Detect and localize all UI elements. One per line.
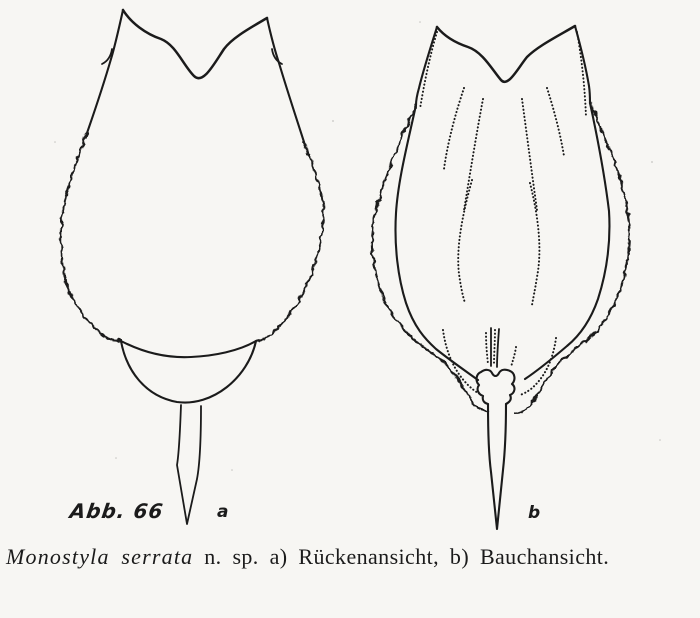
panel-b-left-dotted-margin bbox=[420, 32, 437, 109]
panel-b-dotted-fold-lower-right bbox=[530, 183, 539, 305]
panel-b-right-serrated-outer-edge bbox=[515, 103, 629, 413]
panel-a-left-serrated-flank bbox=[61, 133, 121, 341]
panel-b-right-dotted-margin bbox=[577, 32, 586, 117]
panel-b-foot-dotted-line-1 bbox=[486, 333, 488, 364]
panel-a-right-serrated-flank bbox=[256, 142, 323, 341]
panel-a-right-upper-margin bbox=[267, 18, 304, 142]
panel-b-dotted-fold-upper-left-inner bbox=[464, 99, 483, 210]
panel-a-toe-spine bbox=[177, 405, 201, 524]
panel-b-anterior-margin bbox=[437, 26, 575, 82]
panel-a-drawing bbox=[61, 10, 324, 524]
panel-b-foot-dotted-line-3 bbox=[511, 347, 516, 367]
panel-b-left-serrated-outer-edge bbox=[372, 105, 487, 412]
panel-a-left-upper-margin bbox=[87, 10, 123, 133]
panel-b-dotted-fold-upper-right-inner bbox=[522, 99, 537, 210]
panel-a-anterior-margin bbox=[123, 10, 267, 78]
panel-b-dotted-fold-upper-left-outer bbox=[444, 88, 464, 169]
panel-a-posterior-body-arc bbox=[121, 341, 256, 357]
panel-b-left-upper-margin bbox=[416, 27, 437, 105]
panel-b-foot-knob bbox=[477, 370, 515, 404]
panel-b-left-ventral-plate-edge bbox=[395, 105, 478, 380]
scan-noise-specks bbox=[54, 21, 661, 471]
figure-caption bbox=[6, 544, 698, 570]
panel-b-toe-spine bbox=[488, 404, 506, 529]
panel-b-letter-label: b bbox=[528, 503, 541, 523]
species-name: Monostyla serrata bbox=[6, 544, 194, 569]
figure-number-label: Abb. 66 bbox=[68, 499, 166, 523]
panel-b-right-ventral-plate-edge bbox=[525, 103, 609, 379]
caption-text: n. sp. a) Rückenansicht, b) Bauchansicht. bbox=[204, 544, 610, 569]
panel-b-foot-dotted-line-2 bbox=[494, 330, 495, 365]
panel-b-dotted-fold-upper-right-outer bbox=[547, 88, 564, 156]
panel-b-foot-dotted-arc-right bbox=[520, 338, 556, 395]
panel-a-letter-label: a bbox=[217, 502, 229, 522]
panel-b-drawing bbox=[372, 26, 630, 529]
panel-b-foot-muscle-line-2 bbox=[497, 329, 499, 367]
